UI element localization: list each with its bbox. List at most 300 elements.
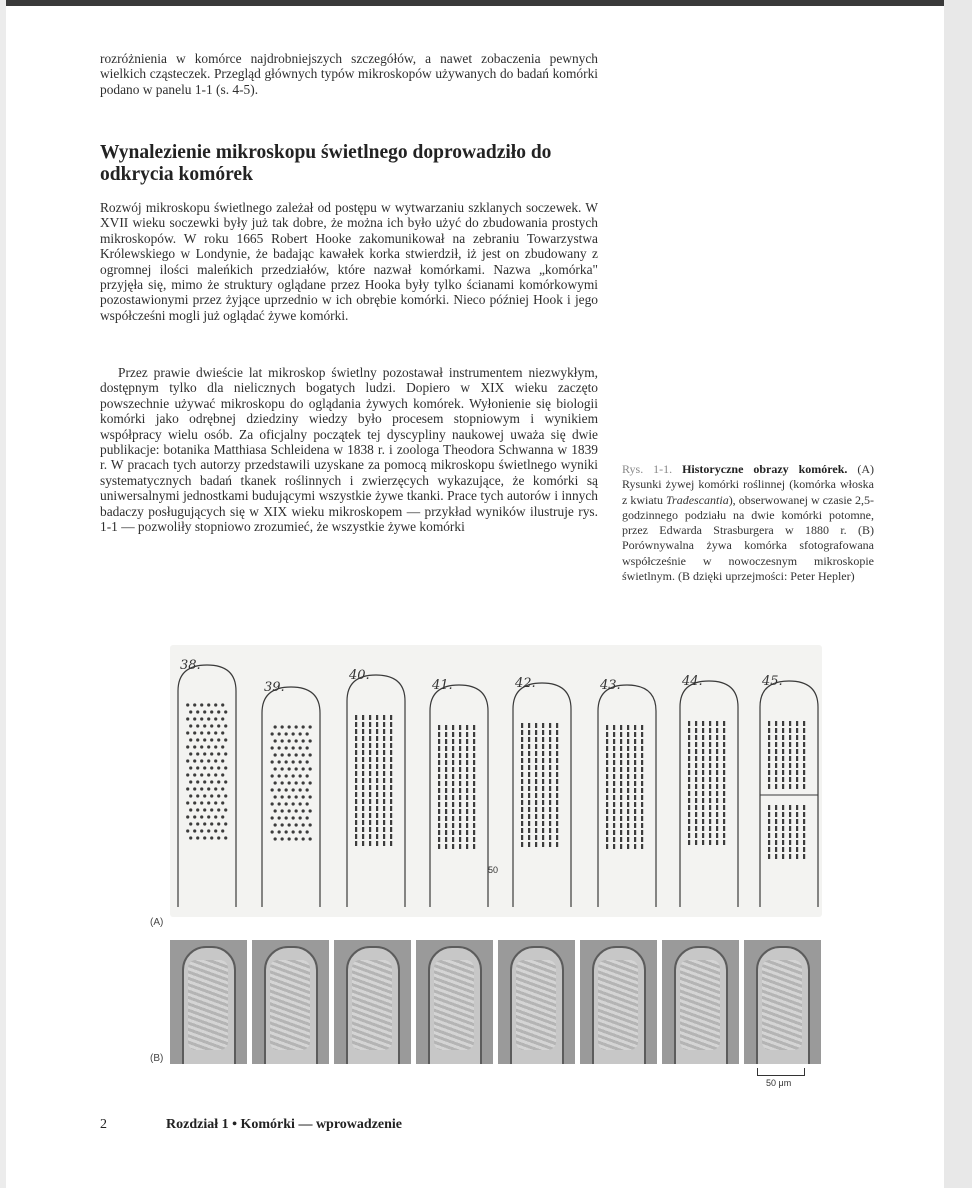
chromatin-mark (207, 815, 210, 818)
chromatin-mark (369, 764, 371, 769)
chromatin-mark (376, 736, 378, 741)
chromatin-mark (210, 738, 213, 741)
chromatin-mark (274, 781, 277, 784)
chromatin-mark (376, 834, 378, 839)
chromatin-mark (466, 816, 468, 821)
chromatin-mark (688, 735, 690, 740)
chromatin-mark (789, 770, 791, 775)
chromatin-mark (709, 728, 711, 733)
chromatin-mark (782, 770, 784, 775)
chromatin-mark (521, 800, 523, 805)
chromatin-mark (723, 805, 725, 810)
chromatin-mark (383, 785, 385, 790)
chromatin-mark (789, 819, 791, 824)
drawing-number: 42. (515, 676, 536, 691)
chromatin-mark (302, 725, 305, 728)
chromatin-mark (203, 780, 206, 783)
chromatin-mark (702, 742, 704, 747)
chromatin-mark (528, 723, 530, 728)
chromatin-mark (535, 758, 537, 763)
chromatin-mark (203, 766, 206, 769)
chromatin-mark (620, 732, 622, 737)
chromatin-mark (193, 773, 196, 776)
chromatin-mark (549, 800, 551, 805)
chromatin-mark (302, 739, 305, 742)
chromatin-mark (528, 821, 530, 826)
chromatin-mark (295, 781, 298, 784)
chromatin-mark (207, 801, 210, 804)
chromatin-mark (376, 785, 378, 790)
chromatin-mark (271, 816, 274, 819)
chromatin-mark (369, 792, 371, 797)
chromatin-mark (193, 815, 196, 818)
chromatin-mark (473, 823, 475, 828)
chromatin-mark (452, 830, 454, 835)
chromatin-mark (549, 772, 551, 777)
chromatin-mark (369, 813, 371, 818)
chromatin-mark (613, 760, 615, 765)
chromatin-mark (528, 772, 530, 777)
chromatin-mark (214, 815, 217, 818)
chromatin-mark (627, 760, 629, 765)
chromatin-mark (285, 802, 288, 805)
chromatin-mark (295, 767, 298, 770)
chromatin-mark (466, 753, 468, 758)
chromatin-mark (200, 717, 203, 720)
chromatin-mark (634, 809, 636, 814)
chromatin-mark (217, 822, 220, 825)
chromatin-mark (355, 764, 357, 769)
chromatin-mark (716, 756, 718, 761)
chromatin-mark (459, 760, 461, 765)
chromatin-mark (716, 826, 718, 831)
chromatin-mark (542, 814, 544, 819)
chromatin-mark (271, 760, 274, 763)
chromatin-mark (709, 742, 711, 747)
chromatin-mark (362, 722, 364, 727)
cell-drawing (513, 676, 571, 907)
chromatin-mark (627, 732, 629, 737)
chromatin-mark (782, 819, 784, 824)
chromatin-mark (613, 816, 615, 821)
chromatin-mark (376, 792, 378, 797)
chromatin-mark (521, 765, 523, 770)
chromatin-mark (459, 732, 461, 737)
chromatin-mark (702, 728, 704, 733)
chromatin-mark (285, 760, 288, 763)
cell-outline (178, 665, 236, 907)
chromatin-mark (634, 753, 636, 758)
chromatin-mark (782, 833, 784, 838)
chromatin-mark (281, 725, 284, 728)
chromatin-mark (521, 779, 523, 784)
chromatin-mark (288, 837, 291, 840)
chromatin-mark (292, 816, 295, 819)
chromatin-mark (606, 830, 608, 835)
chromatin-mark (634, 844, 636, 849)
chromatin-mark (521, 786, 523, 791)
chromatin-mark (306, 774, 309, 777)
chromatin-mark (309, 739, 312, 742)
chromatin-mark (285, 774, 288, 777)
chromatin-mark (606, 760, 608, 765)
chromatin-mark (775, 805, 777, 810)
chromatin-mark (473, 753, 475, 758)
chromatin-mark (285, 788, 288, 791)
chromatin-mark (383, 792, 385, 797)
chromatin-mark (466, 823, 468, 828)
chromatin-mark (362, 715, 364, 720)
chromatin-mark (613, 781, 615, 786)
chromatin-mark (438, 830, 440, 835)
chromatin-mark (528, 758, 530, 763)
chromatin-mark (196, 808, 199, 811)
chromatin-mark (796, 770, 798, 775)
chromatin-mark (535, 828, 537, 833)
chromatin-mark (210, 808, 213, 811)
chromatin-mark (521, 835, 523, 840)
chromatin-mark (535, 765, 537, 770)
chromatin-mark (355, 827, 357, 832)
chromatin-mark (627, 774, 629, 779)
chromatin-mark (285, 830, 288, 833)
chromatin-mark (702, 784, 704, 789)
chromatin-mark (634, 739, 636, 744)
chromatin-mark (768, 749, 770, 754)
chromatin-mark (796, 728, 798, 733)
chromatin-mark (521, 744, 523, 749)
chromatin-mark (196, 794, 199, 797)
chromatin-mark (768, 840, 770, 845)
chromatin-mark (716, 735, 718, 740)
chromatin-mark (768, 826, 770, 831)
chromatin-mark (207, 731, 210, 734)
chromatin-mark (768, 784, 770, 789)
chromatin-mark (186, 745, 189, 748)
chromatin-mark (210, 710, 213, 713)
chromatin-mark (466, 844, 468, 849)
chromatin-mark (278, 732, 281, 735)
chromatin-mark (196, 836, 199, 839)
chromatin-mark (803, 749, 805, 754)
chromatin-mark (709, 763, 711, 768)
chromatin-mark (376, 715, 378, 720)
cell-photo (170, 940, 247, 1064)
chromatin-mark (641, 753, 643, 758)
chromatin-mark (302, 823, 305, 826)
chromatin-mark (221, 829, 224, 832)
chromatin-mark (210, 752, 213, 755)
chromatin-mark (288, 809, 291, 812)
chromatin-mark (466, 788, 468, 793)
chromatin-mark (445, 830, 447, 835)
chromatin-mark (207, 829, 210, 832)
chromatin-mark (466, 830, 468, 835)
chromatin-mark (292, 760, 295, 763)
chromatin-mark (702, 763, 704, 768)
chromatin-mark (292, 830, 295, 833)
chromatin-mark (271, 774, 274, 777)
chromatin-mark (309, 795, 312, 798)
chromatin-mark (627, 837, 629, 842)
chromatin-mark (556, 828, 558, 833)
chromatin-mark (214, 717, 217, 720)
chromatin-mark (782, 749, 784, 754)
chromatin-mark (789, 749, 791, 754)
chromatin-mark (641, 739, 643, 744)
chromatin-mark (549, 765, 551, 770)
drawing-number: 41. (432, 678, 453, 693)
chromatin-mark (723, 742, 725, 747)
chromatin-mark (606, 837, 608, 842)
cell-photo (662, 940, 739, 1064)
chromatin-mark (390, 806, 392, 811)
chromatin-mark (438, 837, 440, 842)
chromatin-mark (438, 732, 440, 737)
chromatin-mark (302, 837, 305, 840)
chromatin-mark (528, 800, 530, 805)
chromatin-mark (295, 837, 298, 840)
chromatin-mark (702, 770, 704, 775)
cell-photo (416, 940, 493, 1064)
chromatin-mark (641, 774, 643, 779)
chromatin-mark (186, 773, 189, 776)
chromatin-mark (641, 788, 643, 793)
chromatin-mark (688, 784, 690, 789)
chromatin-mark (556, 800, 558, 805)
chromatin-mark (452, 732, 454, 737)
chromatin-mark (789, 784, 791, 789)
chromatin-mark (445, 809, 447, 814)
photo-cell-texture (270, 960, 310, 1050)
chromatin-mark (556, 835, 558, 840)
chromatin-mark (299, 802, 302, 805)
chromatin-mark (627, 746, 629, 751)
cell-drawing (178, 658, 236, 907)
chromatin-mark (383, 715, 385, 720)
drawing-number: 38. (180, 658, 201, 673)
chromatin-mark (390, 827, 392, 832)
chromatin-mark (473, 725, 475, 730)
chromatin-mark (768, 805, 770, 810)
chromatin-mark (288, 725, 291, 728)
chromatin-mark (775, 784, 777, 789)
chromatin-mark (606, 802, 608, 807)
chromatin-mark (278, 760, 281, 763)
chromatin-mark (473, 830, 475, 835)
chromatin-mark (217, 724, 220, 727)
chromatin-mark (217, 710, 220, 713)
chromatin-mark (473, 739, 475, 744)
chromatin-mark (723, 749, 725, 754)
chromatin-mark (695, 742, 697, 747)
drawing-number: 39. (264, 680, 285, 695)
chromatin-mark (376, 813, 378, 818)
chromatin-mark (459, 809, 461, 814)
chromatin-mark (292, 746, 295, 749)
chromatin-mark (556, 779, 558, 784)
chromatin-mark (203, 794, 206, 797)
cell-outline (347, 675, 405, 907)
chromatin-mark (556, 737, 558, 742)
chromatin-mark (390, 722, 392, 727)
chromatin-mark (200, 801, 203, 804)
chromatin-mark (556, 730, 558, 735)
chromatin-mark (274, 837, 277, 840)
chromatin-mark (716, 749, 718, 754)
chromatin-mark (634, 767, 636, 772)
chromatin-mark (782, 756, 784, 761)
chromatin-mark (723, 763, 725, 768)
chromatin-mark (789, 728, 791, 733)
chromatin-mark (390, 764, 392, 769)
chromatin-mark (709, 721, 711, 726)
chromatin-mark (627, 753, 629, 758)
chromatin-mark (445, 767, 447, 772)
chromatin-mark (281, 739, 284, 742)
chromatin-mark (362, 750, 364, 755)
chromatin-mark (768, 847, 770, 852)
chromatin-mark (459, 781, 461, 786)
chromatin-mark (556, 744, 558, 749)
chromatin-mark (390, 757, 392, 762)
chromatin-mark (452, 760, 454, 765)
chromatin-mark (641, 802, 643, 807)
drawing-number: 45. (762, 674, 783, 689)
chromatin-mark (369, 729, 371, 734)
chromatin-mark (695, 749, 697, 754)
chromatin-mark (390, 785, 392, 790)
chromatin-mark (768, 728, 770, 733)
chromatin-mark (627, 802, 629, 807)
chromatin-mark (193, 787, 196, 790)
chromatin-mark (189, 822, 192, 825)
chromatin-mark (688, 798, 690, 803)
chromatin-mark (709, 840, 711, 845)
chromatin-mark (473, 844, 475, 849)
chromatin-mark (473, 809, 475, 814)
chromatin-mark (702, 833, 704, 838)
chromatin-mark (709, 777, 711, 782)
chromatin-mark (528, 779, 530, 784)
chromatin-mark (789, 812, 791, 817)
chromatin-mark (203, 752, 206, 755)
chromatin-mark (376, 764, 378, 769)
chromatin-mark (549, 807, 551, 812)
chromatin-mark (782, 721, 784, 726)
caption-species: Tradescantia (666, 492, 729, 507)
chromatin-mark (376, 729, 378, 734)
chromatin-mark (196, 780, 199, 783)
section-heading: Wynalezienie mikroskopu świetlnego doprowadziło do odkrycia komórek (100, 142, 552, 185)
chromatin-mark (390, 841, 392, 846)
chromatin-mark (369, 799, 371, 804)
chromatin-mark (355, 813, 357, 818)
chromatin-mark (528, 828, 530, 833)
chromatin-mark (789, 847, 791, 852)
chromatin-mark (390, 820, 392, 825)
photo-cell-texture (680, 960, 720, 1050)
chromatin-mark (445, 760, 447, 765)
chromatin-mark (695, 833, 697, 838)
chromatin-mark (459, 830, 461, 835)
chromatin-mark (355, 778, 357, 783)
chromatin-mark (542, 800, 544, 805)
chromatin-mark (702, 840, 704, 845)
chromatin-mark (459, 816, 461, 821)
chromatin-mark (627, 725, 629, 730)
chromatin-mark (288, 767, 291, 770)
chromatin-mark (709, 812, 711, 817)
chromatin-mark (641, 837, 643, 842)
chromatin-mark (452, 837, 454, 842)
chromatin-mark (695, 756, 697, 761)
chromatin-mark (271, 746, 274, 749)
chromatin-mark (369, 715, 371, 720)
cell-photo (580, 940, 657, 1064)
chromatin-mark (549, 730, 551, 735)
chromatin-mark (695, 735, 697, 740)
chromatin-mark (542, 779, 544, 784)
chromatin-mark (376, 722, 378, 727)
chromatin-mark (528, 765, 530, 770)
chromatin-mark (535, 744, 537, 749)
chromatin-mark (466, 837, 468, 842)
cell-photo (334, 940, 411, 1064)
chromatin-mark (634, 725, 636, 730)
chromatin-mark (281, 781, 284, 784)
chromatin-mark (376, 743, 378, 748)
chromatin-mark (542, 842, 544, 847)
chromatin-mark (369, 736, 371, 741)
chromatin-mark (189, 766, 192, 769)
chromatin-mark (452, 809, 454, 814)
chromatin-mark (473, 802, 475, 807)
chromatin-mark (782, 777, 784, 782)
chromatin-mark (473, 767, 475, 772)
chromatin-mark (782, 854, 784, 859)
chromatin-mark (535, 779, 537, 784)
chromatin-mark (376, 841, 378, 846)
chromatin-mark (355, 820, 357, 825)
chromatin-mark (383, 827, 385, 832)
chromatin-mark (355, 729, 357, 734)
intro-paragraph: rozróżnienia w komórce najdrobniejszych szczegółów, a nawet zobaczenia pewnych wielkich cząsteczek. Przegląd głównych typów mikroskopów używanych do badań komórki podano w panelu 1-1 (s. 4-5). (100, 51, 598, 97)
chromatin-mark (383, 729, 385, 734)
chromatin-mark (556, 758, 558, 763)
chromatin-mark (196, 752, 199, 755)
chromatin-mark (627, 823, 629, 828)
chromatin-mark (274, 739, 277, 742)
chromatin-mark (459, 802, 461, 807)
chromatin-mark (716, 819, 718, 824)
chromatin-mark (782, 812, 784, 817)
chromatin-mark (775, 756, 777, 761)
chromatin-mark (528, 730, 530, 735)
chromatin-mark (542, 793, 544, 798)
chromatin-mark (466, 760, 468, 765)
chromatin-mark (606, 746, 608, 751)
caption-title: Historyczne obrazy komórek. (682, 462, 848, 476)
chromatin-mark (768, 721, 770, 726)
chromatin-mark (709, 805, 711, 810)
chromatin-mark (376, 757, 378, 762)
chromatin-mark (224, 780, 227, 783)
chromatin-mark (278, 746, 281, 749)
chromatin-mark (542, 772, 544, 777)
cell-photo (498, 940, 575, 1064)
chromatin-mark (281, 837, 284, 840)
